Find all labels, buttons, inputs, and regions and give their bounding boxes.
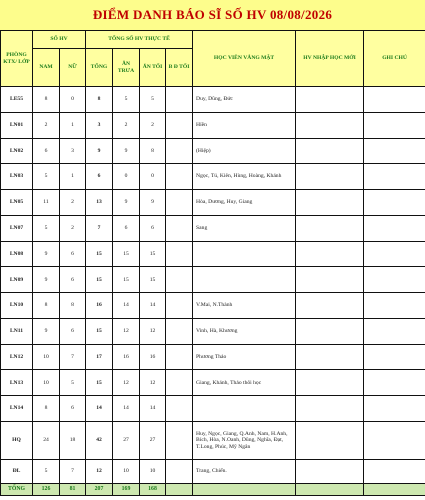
cell-an-trua: 14	[113, 396, 140, 422]
cell-room: HQ	[1, 421, 33, 459]
cell-tong: 15	[86, 267, 113, 293]
header-note: GHI CHÚ	[364, 31, 425, 87]
cell-note	[364, 112, 425, 138]
table-row	[1, 87, 425, 113]
cell-new	[296, 293, 364, 319]
totals-an-trua: 169	[113, 484, 140, 496]
cell-nam: 9	[33, 241, 60, 267]
cell-new	[296, 164, 364, 190]
cell-note	[364, 396, 425, 422]
cell-note	[364, 215, 425, 241]
totals-note	[364, 484, 425, 496]
cell-an-toi: 0	[140, 164, 166, 190]
cell-an-trua: 5	[113, 87, 140, 113]
cell-absent: V.Mai, N.Thành	[193, 293, 296, 319]
cell-nam: 8	[33, 87, 60, 113]
cell-absent: Huy, Ngọc, Giang, Q.Anh, Nam, H.Anh, Bích, Hòa, N.Oanh, Dũng, Nghĩa, Đạt, T.Long, Phúc, Mỹ Ngân	[193, 421, 296, 459]
table-body	[1, 87, 425, 484]
cell-room: LN09	[1, 267, 33, 293]
cell-room: LN01	[1, 112, 33, 138]
cell-note	[364, 164, 425, 190]
cell-absent: Duy, Dũng, Đức	[193, 87, 296, 113]
table-row	[1, 460, 425, 484]
cell-nam: 5	[33, 215, 60, 241]
cell-nam: 9	[33, 318, 60, 344]
cell-absent	[193, 241, 296, 267]
totals-tong: 207	[86, 484, 113, 496]
cell-absent	[193, 396, 296, 422]
cell-bd-toi	[166, 138, 193, 164]
cell-new	[296, 344, 364, 370]
cell-absent: Trang, Chiến.	[193, 460, 296, 484]
cell-nu: 6	[60, 267, 86, 293]
cell-nu: 5	[60, 370, 86, 396]
cell-tong: 9	[86, 138, 113, 164]
cell-bd-toi	[166, 293, 193, 319]
cell-an-trua: 6	[113, 215, 140, 241]
cell-an-trua: 15	[113, 267, 140, 293]
cell-absent: Hòa, Dương, Huy, Giang	[193, 190, 296, 216]
cell-an-trua: 27	[113, 421, 140, 459]
cell-new	[296, 241, 364, 267]
cell-nam: 2	[33, 112, 60, 138]
cell-note	[364, 370, 425, 396]
cell-an-trua: 12	[113, 370, 140, 396]
cell-nam: 6	[33, 138, 60, 164]
cell-an-toi: 12	[140, 318, 166, 344]
cell-an-trua: 9	[113, 138, 140, 164]
cell-new	[296, 190, 364, 216]
totals-new	[296, 484, 364, 496]
cell-nam: 10	[33, 344, 60, 370]
cell-room: LN03	[1, 164, 33, 190]
cell-tong: 42	[86, 421, 113, 459]
cell-bd-toi	[166, 344, 193, 370]
cell-an-toi: 14	[140, 396, 166, 422]
cell-nam: 24	[33, 421, 60, 459]
cell-an-toi: 8	[140, 138, 166, 164]
cell-nam: 11	[33, 190, 60, 216]
header-bd-toi: B Đ TỐI	[166, 49, 193, 87]
cell-nu: 1	[60, 164, 86, 190]
cell-nam: 9	[33, 267, 60, 293]
cell-nu: 3	[60, 138, 86, 164]
cell-absent: Phương Thảo	[193, 344, 296, 370]
cell-nu: 6	[60, 241, 86, 267]
cell-note	[364, 267, 425, 293]
cell-nu: 8	[60, 293, 86, 319]
cell-absent: Giang, Khánh, Thảo thôi học	[193, 370, 296, 396]
cell-an-toi: 6	[140, 215, 166, 241]
cell-bd-toi	[166, 396, 193, 422]
cell-bd-toi	[166, 421, 193, 459]
cell-an-toi: 2	[140, 112, 166, 138]
table-row	[1, 190, 425, 216]
cell-room: LN10	[1, 293, 33, 319]
header-nu: NỮ	[60, 49, 86, 87]
cell-new	[296, 318, 364, 344]
cell-absent: (Hiệp)	[193, 138, 296, 164]
table-row	[1, 318, 425, 344]
cell-room: LN02	[1, 138, 33, 164]
cell-tong: 16	[86, 293, 113, 319]
cell-bd-toi	[166, 460, 193, 484]
cell-tong: 3	[86, 112, 113, 138]
cell-bd-toi	[166, 87, 193, 113]
table-row	[1, 215, 425, 241]
cell-new	[296, 396, 364, 422]
cell-new	[296, 267, 364, 293]
header-new: HV NHẬP HỌC MỚI	[296, 31, 364, 87]
cell-tong: 15	[86, 318, 113, 344]
cell-note	[364, 460, 425, 484]
cell-tong: 12	[86, 460, 113, 484]
cell-bd-toi	[166, 112, 193, 138]
cell-an-trua: 0	[113, 164, 140, 190]
header-nam: NAM	[33, 49, 60, 87]
cell-an-toi: 16	[140, 344, 166, 370]
cell-room: ĐL	[1, 460, 33, 484]
header-absent: HỌC VIÊN VẮNG MẶT	[193, 31, 296, 87]
cell-an-toi: 9	[140, 190, 166, 216]
table-row	[1, 112, 425, 138]
cell-tong: 8	[86, 87, 113, 113]
cell-room: LE55	[1, 87, 33, 113]
cell-note	[364, 241, 425, 267]
cell-note	[364, 421, 425, 459]
table-row	[1, 344, 425, 370]
cell-tong: 15	[86, 370, 113, 396]
cell-bd-toi	[166, 267, 193, 293]
cell-absent: Sang	[193, 215, 296, 241]
cell-note	[364, 293, 425, 319]
cell-room: LN05	[1, 190, 33, 216]
cell-an-trua: 10	[113, 460, 140, 484]
cell-nu: 6	[60, 396, 86, 422]
cell-new	[296, 460, 364, 484]
totals-absent	[193, 484, 296, 496]
cell-nu: 1	[60, 112, 86, 138]
cell-an-toi: 10	[140, 460, 166, 484]
cell-new	[296, 112, 364, 138]
cell-nu: 18	[60, 421, 86, 459]
cell-bd-toi	[166, 215, 193, 241]
cell-nam: 8	[33, 293, 60, 319]
table-row	[1, 396, 425, 422]
cell-absent: Ngọc, Tú, Kiên, Hùng, Hoàng, Khánh	[193, 164, 296, 190]
cell-tong: 15	[86, 241, 113, 267]
cell-an-trua: 15	[113, 241, 140, 267]
cell-nu: 2	[60, 190, 86, 216]
header-room: PHÒNG KTX/ LỚP	[1, 31, 33, 87]
cell-an-toi: 15	[140, 241, 166, 267]
cell-nu: 0	[60, 87, 86, 113]
cell-an-toi: 12	[140, 370, 166, 396]
cell-nam: 10	[33, 370, 60, 396]
cell-an-trua: 14	[113, 293, 140, 319]
cell-nu: 2	[60, 215, 86, 241]
cell-note	[364, 87, 425, 113]
table-row	[1, 138, 425, 164]
cell-nu: 6	[60, 318, 86, 344]
cell-new	[296, 138, 364, 164]
cell-an-toi: 14	[140, 293, 166, 319]
attendance-table	[0, 30, 425, 496]
header-tong: TỔNG	[86, 49, 113, 87]
cell-bd-toi	[166, 318, 193, 344]
cell-bd-toi	[166, 164, 193, 190]
cell-tong: 7	[86, 215, 113, 241]
cell-an-trua: 16	[113, 344, 140, 370]
cell-bd-toi	[166, 370, 193, 396]
cell-an-toi: 27	[140, 421, 166, 459]
header-an-toi: ĂN TỐI	[140, 49, 166, 87]
cell-an-toi: 5	[140, 87, 166, 113]
cell-an-trua: 12	[113, 318, 140, 344]
header-an-trua: ĂN TRƯA	[113, 49, 140, 87]
cell-tong: 6	[86, 164, 113, 190]
page-title: ĐIỂM DANH BÁO SĨ SỐ HV 08/08/2026	[0, 0, 425, 30]
cell-tong: 14	[86, 396, 113, 422]
totals-row	[1, 484, 425, 496]
cell-note	[364, 190, 425, 216]
cell-room: LN14	[1, 396, 33, 422]
cell-absent: Vinh, Hà, Khương	[193, 318, 296, 344]
cell-absent: Hiền	[193, 112, 296, 138]
header-tong-so-thuc-te: TỔNG SỐ HV THỰC TẾ	[86, 31, 193, 49]
cell-new	[296, 87, 364, 113]
cell-an-toi: 15	[140, 267, 166, 293]
table-row	[1, 267, 425, 293]
totals-label: TỔNG	[1, 484, 33, 496]
cell-room: LN08	[1, 241, 33, 267]
cell-bd-toi	[166, 241, 193, 267]
totals-nu: 81	[60, 484, 86, 496]
table-row	[1, 370, 425, 396]
cell-nam: 8	[33, 396, 60, 422]
totals-bd-toi	[166, 484, 193, 496]
cell-absent	[193, 267, 296, 293]
header-so-hv: SỐ HV	[33, 31, 86, 49]
cell-note	[364, 318, 425, 344]
cell-tong: 13	[86, 190, 113, 216]
cell-nu: 7	[60, 460, 86, 484]
cell-room: LN07	[1, 215, 33, 241]
cell-note	[364, 344, 425, 370]
cell-room: LN11	[1, 318, 33, 344]
cell-new	[296, 421, 364, 459]
cell-nu: 7	[60, 344, 86, 370]
cell-room: LN13	[1, 370, 33, 396]
totals-nam: 126	[33, 484, 60, 496]
table-row	[1, 421, 425, 459]
table-row	[1, 164, 425, 190]
cell-new	[296, 215, 364, 241]
cell-note	[364, 138, 425, 164]
cell-an-trua: 2	[113, 112, 140, 138]
cell-bd-toi	[166, 190, 193, 216]
cell-tong: 17	[86, 344, 113, 370]
table-row	[1, 241, 425, 267]
cell-an-trua: 9	[113, 190, 140, 216]
table-row	[1, 293, 425, 319]
totals-an-toi: 168	[140, 484, 166, 496]
cell-nam: 5	[33, 164, 60, 190]
cell-nam: 5	[33, 460, 60, 484]
cell-new	[296, 370, 364, 396]
cell-room: LN12	[1, 344, 33, 370]
